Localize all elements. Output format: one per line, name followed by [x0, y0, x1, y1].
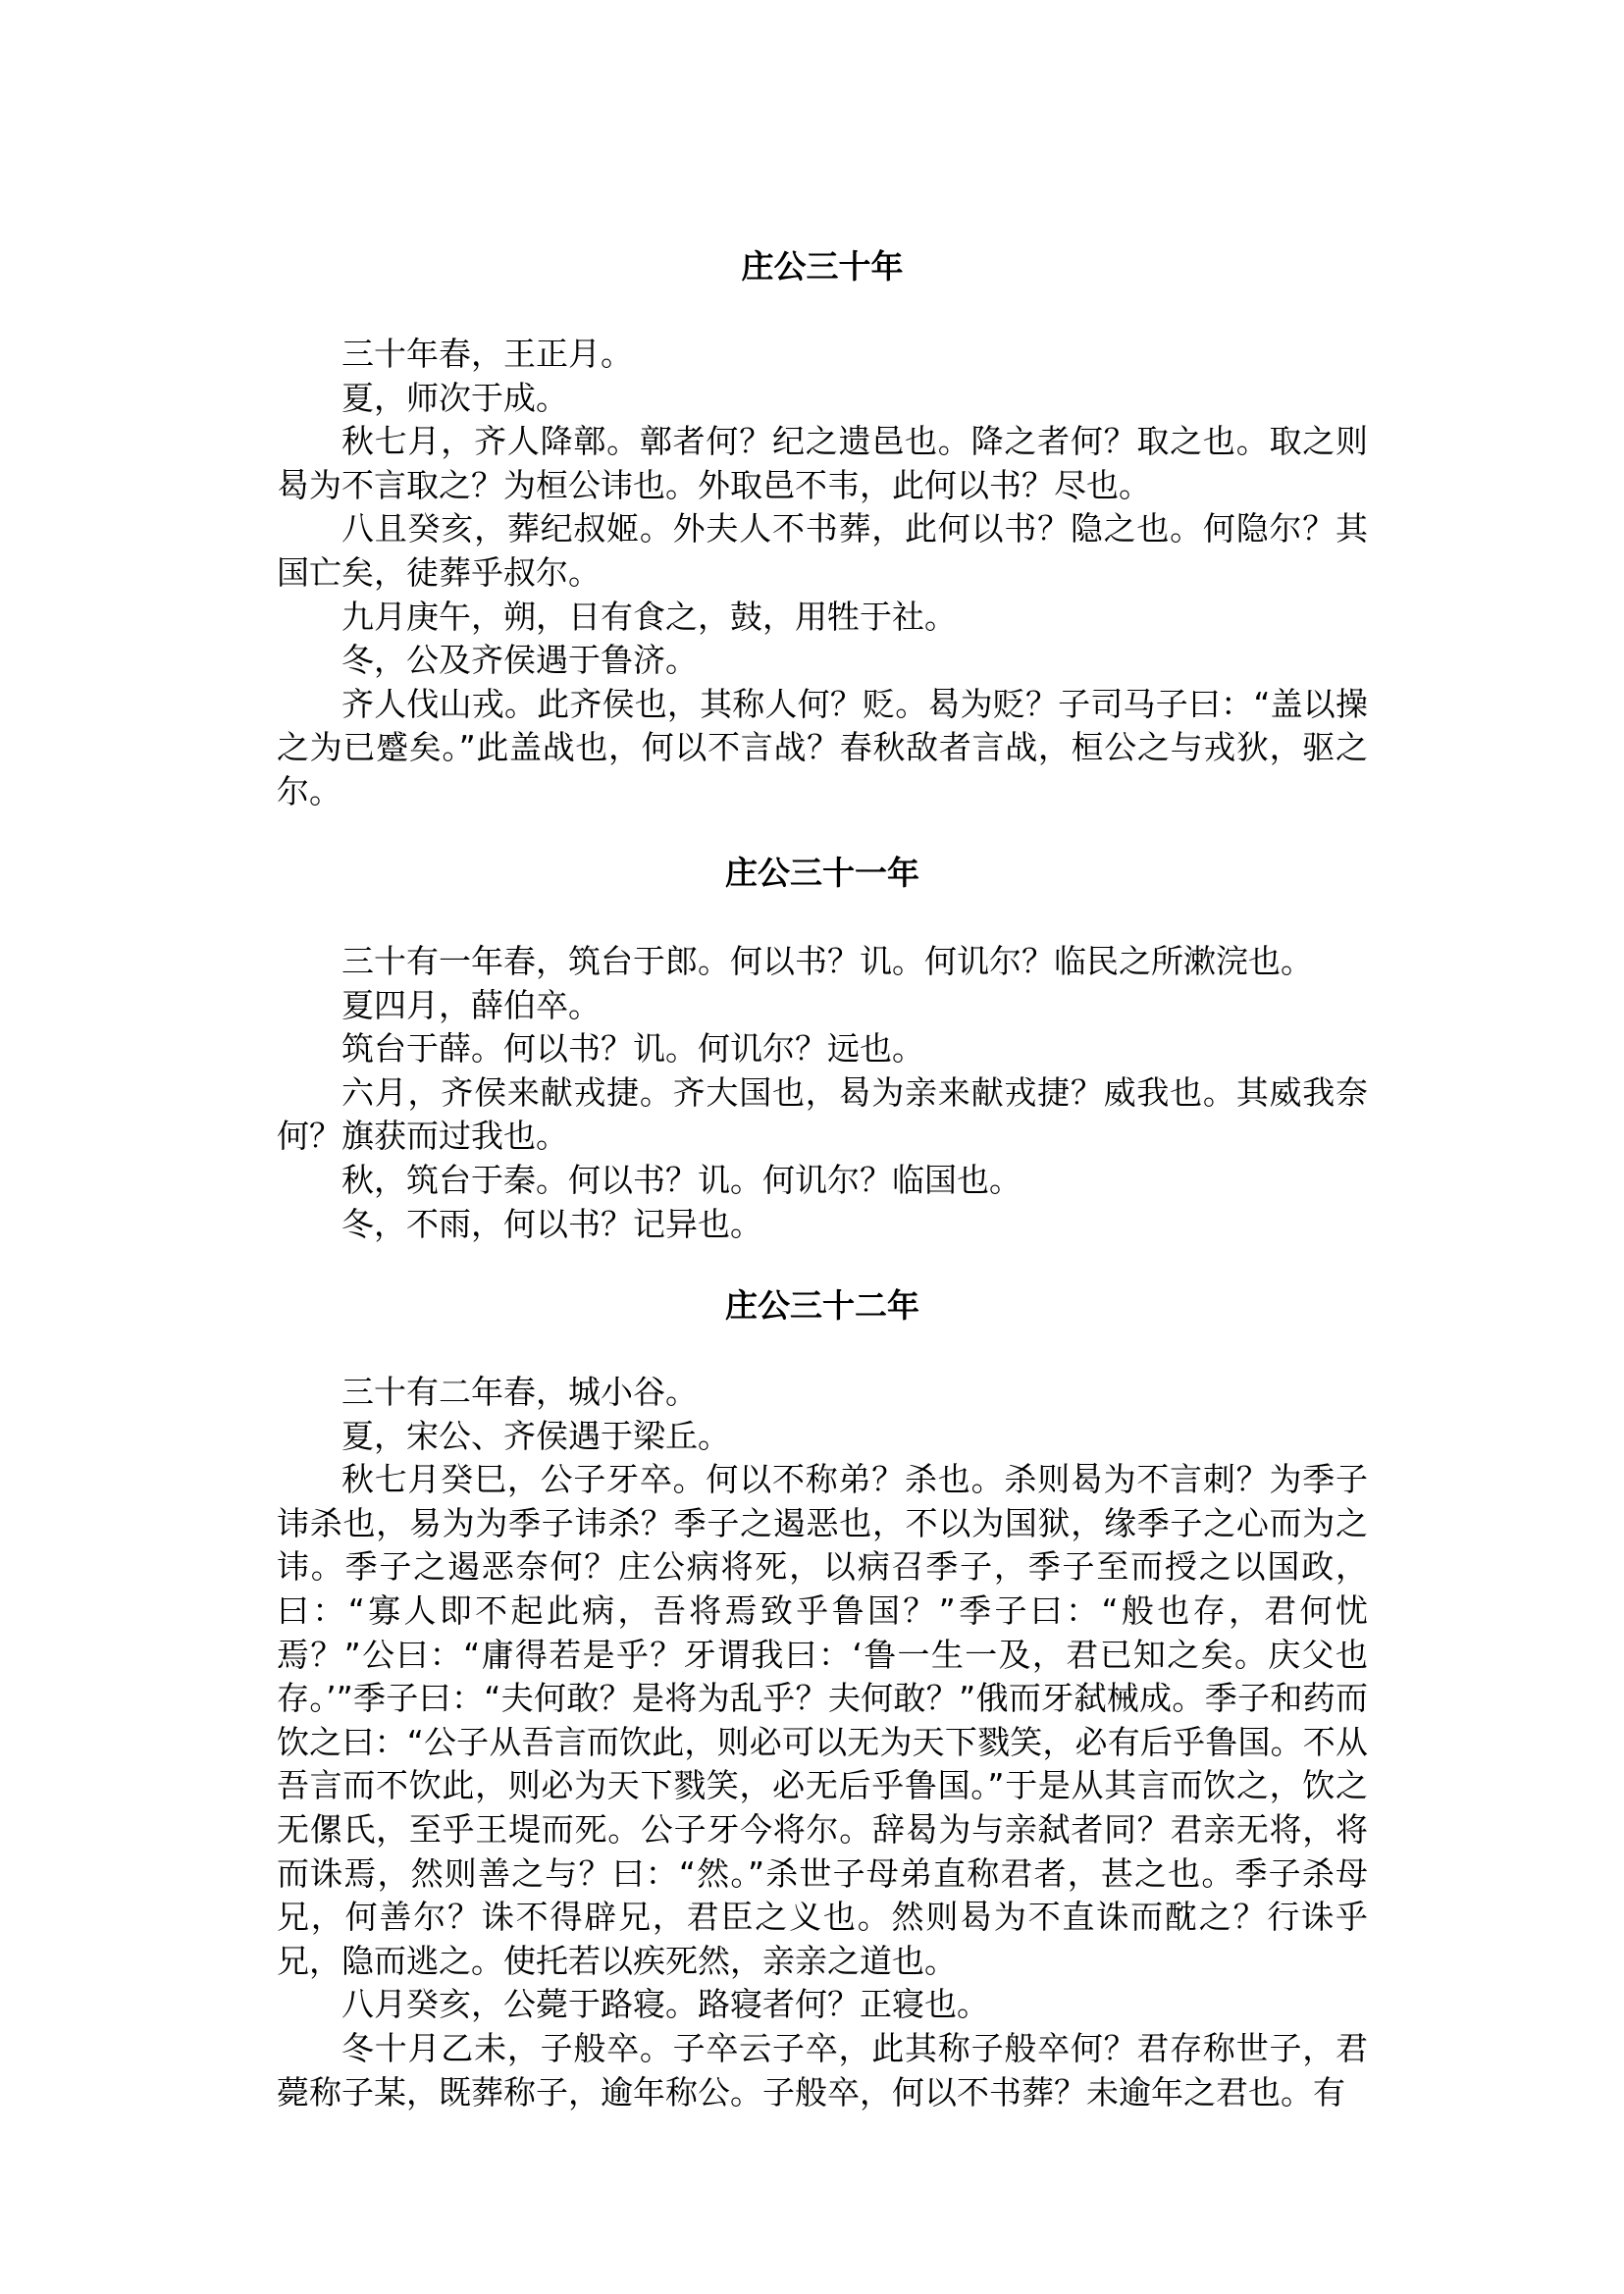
section-body — [277, 333, 1368, 814]
paragraph: 夏四月，薛伯卒。 — [341, 985, 601, 1024]
paragraph: 秋七月癸巳，公子牙卒。何以不称弟？杀也。杀则曷为不言刺？为季子讳杀也，易为为季子讳杀？季子之遏恶也，不以为国狱，缘季子之心而为之讳。季子之遏恶奈何？庄公病将死，以病召季子，季子至而授之以国政，曰：“寡人即不起此病，吾将焉致乎鲁国？”季子曰：“般也存，君何忧焉？”公曰：“庸得若是乎？牙谓我曰：‘鲁一生一及，君已知之矣。庆父也存。’”季子曰：“夫何敢？是将为乱乎？夫何敢？”俄而牙弑械成。季子和药而饮之曰：“公子从吾言而饮此，则必可以无为天下戮笑，必有后乎鲁国。不从吾言而不饮此，则必为天下戮笑，必无后乎鲁国。”于是从其言而饮之，饮之无傫氏，至乎王堤而死。公子牙今将尔。辞曷为与亲弑者同？君亲无将，将而诛焉，然则善之与？曰：“然。”杀世子母弟直称君者，甚之也。季子杀母兄，何善尔？诛不得辟兄，君臣之义也。然则曷为不直诛而酖之？行诛乎兄，隐而逃之。使托若以疾死然，亲亲之道也。 — [277, 1460, 1368, 1980]
paragraph: 齐人伐山戎。此齐侯也，其称人何？贬。曷为贬？子司马子曰：“盖以操之为已蹙矣。”此盖战也，何以不言战？春秋敌者言战，桓公之与戎狄，驱之尔。 — [277, 684, 1368, 810]
paragraph: 三十有二年春，城小谷。 — [341, 1373, 698, 1411]
paragraph: 冬十月乙未，子般卒。子卒云子卒，此其称子般卒何？君存称世子，君薨称子某，既葬称子，逾年称公。子般卒，何以不书葬？未逾年之君也。有 — [277, 2028, 1368, 2112]
paragraph: 冬，不雨，何以书？记异也。 — [341, 1204, 762, 1243]
paragraph: 秋七月，齐人降鄣。鄣者何？纪之遗邑也。降之者何？取之也。取之则曷为不言取之？为桓公讳也。外取邑不韦，此何以书？尽也。 — [277, 422, 1368, 504]
paragraph: 六月，齐侯来献戎捷。齐大国也，曷为亲来献戎捷？威我也。其威我奈何？旗获而过我也。 — [277, 1072, 1368, 1156]
paragraph: 筑台于薛。何以书？讥。何讥尔？远也。 — [341, 1029, 924, 1069]
paragraph: 八月癸亥，公薨于路寝。路寝者何？正寝也。 — [341, 1985, 989, 2024]
section-heading: 庄公三十一年 — [725, 854, 919, 892]
paragraph: 夏，宋公、齐侯遇于梁丘。 — [341, 1416, 730, 1455]
paragraph: 三十有一年春，筑台于郎。何以书？讥。何讥尔？临民之所漱浣也。 — [341, 942, 1313, 980]
section-heading: 庄公三十二年 — [725, 1286, 919, 1325]
paragraph: 冬，公及齐侯遇于鲁济。 — [341, 641, 698, 680]
paragraph: 三十年春，王正月。 — [341, 335, 633, 373]
paragraph: 夏，师次于成。 — [341, 378, 568, 417]
paragraph: 秋，筑台于秦。何以书？讥。何讥尔？临国也。 — [341, 1160, 1022, 1199]
section-body — [277, 940, 1368, 1246]
section-heading: 庄公三十年 — [741, 247, 904, 286]
paragraph: 九月庚午，朔，日有食之，鼓，用牲于社。 — [341, 597, 957, 636]
paragraph: 八且癸亥，葬纪叔姬。外夫人不书葬，此何以书？隐之也。何隐尔？其国亡矣，徒葬乎叔尔。 — [277, 509, 1368, 592]
section-body — [277, 1371, 1368, 2114]
